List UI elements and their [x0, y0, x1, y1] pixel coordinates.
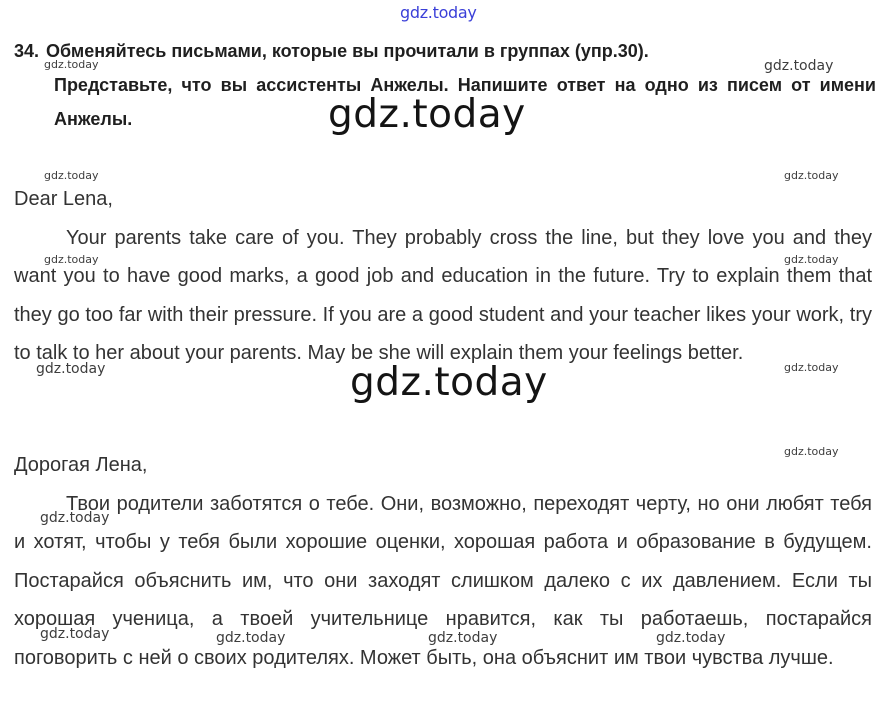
watermark: gdz.today [40, 626, 110, 642]
watermark: gdz.today [216, 630, 286, 646]
watermark: gdz.today [784, 169, 839, 182]
watermark: gdz.today [44, 169, 99, 182]
watermark-large: gdz.today [350, 360, 548, 405]
letter-english [14, 180, 872, 373]
watermark: gdz.today [428, 630, 498, 646]
watermark: gdz.today [764, 58, 834, 74]
watermark: gdz.today [36, 361, 106, 377]
exercise-number: 34. [14, 41, 40, 61]
watermark: gdz.today [44, 58, 99, 71]
watermark: gdz.today [784, 253, 839, 266]
letter-russian-body: Твои родители заботятся о тебе. Они, возможно, переходят черту, но они любят тебя и хотят, чтобы у тебя были хорошие оценки, хорошая работа и образование в будущем. Постарайся объяснить им, что они заходят слишком далеко с их давлением. Если ты хорошая ученица, а твоей учительнице нравится, как ты работаешь, постарайся поговорить с ней о своих родителях. Может быть, она объяснит им твои чувства лучше. [14, 492, 872, 669]
letter-english-body: Your parents take care of you. They probably cross the line, but they love you and they want you to have good marks, a good job and education in the future. Try to explain them that they go too far with their pressure. If you are a good student and your teacher likes your work, try to talk to her about your parents. May be she will explain them your feelings better. [14, 226, 872, 364]
watermark: gdz.today [784, 445, 839, 458]
letter-russian-salutation: Дорогая Лена, [14, 454, 148, 476]
letter-english-salutation: Dear Lena, [14, 188, 113, 210]
watermark: gdz.today [656, 630, 726, 646]
exercise-instructions: Представьте, что вы ассистенты Анжелы. Напишите ответ на одно из писем от имени Анжелы. [54, 75, 876, 129]
watermark: gdz.today [44, 253, 99, 266]
exercise-first-line: Обменяйтесь письмами, которые вы прочитали в группах (упр.30). [46, 41, 649, 61]
watermark-logo: gdz.today [400, 3, 477, 22]
watermark: gdz.today [784, 361, 839, 374]
watermark: gdz.today [40, 510, 110, 526]
watermark-large: gdz.today [328, 92, 526, 137]
